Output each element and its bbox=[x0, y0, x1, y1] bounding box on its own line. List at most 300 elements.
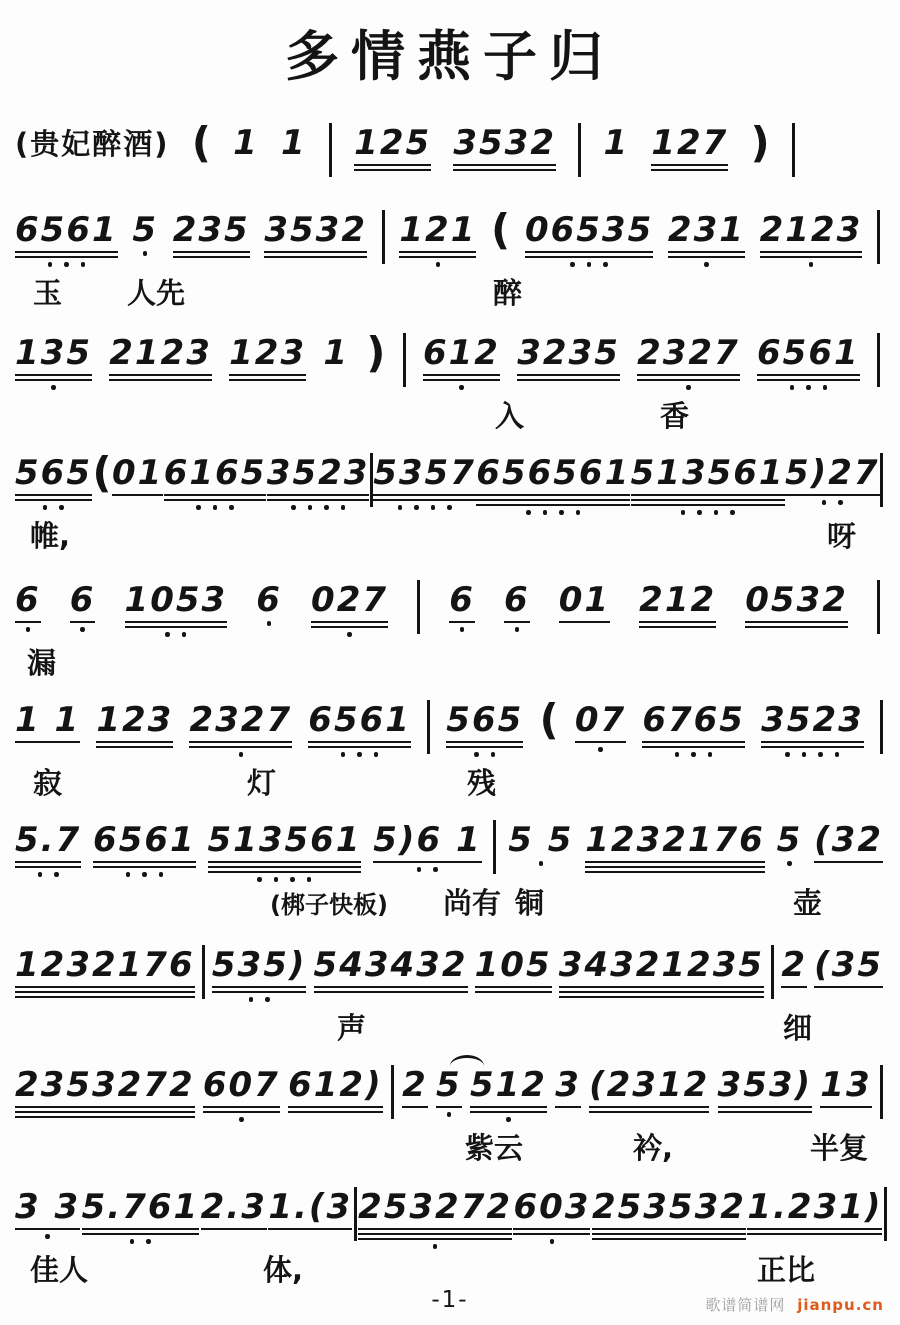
note-text: 5 bbox=[776, 820, 803, 860]
music-row bbox=[15, 695, 883, 757]
octave-dot bbox=[324, 505, 329, 510]
beam-line bbox=[631, 494, 785, 497]
note-text: 1.(3 bbox=[268, 1187, 353, 1227]
beam-line bbox=[747, 1228, 882, 1231]
beam-line bbox=[15, 374, 92, 377]
note-group bbox=[422, 333, 500, 390]
beam-line bbox=[308, 741, 411, 744]
note-text: 6561 bbox=[93, 820, 196, 860]
beam-line bbox=[164, 494, 267, 497]
octave-dots bbox=[681, 510, 735, 515]
octave-dot bbox=[143, 251, 148, 256]
octave-dot bbox=[675, 752, 680, 757]
music-row bbox=[15, 580, 880, 637]
octave-dot bbox=[447, 1112, 452, 1117]
note-group bbox=[814, 945, 883, 988]
note-text: 6561 bbox=[15, 210, 118, 250]
note-text: 6561 bbox=[308, 700, 411, 740]
octave-dot bbox=[182, 632, 187, 637]
note-text: ( bbox=[191, 118, 211, 167]
note-text: 5357 bbox=[373, 453, 476, 493]
beam-line bbox=[760, 251, 863, 254]
beam-line bbox=[311, 621, 388, 624]
beam-line bbox=[173, 251, 250, 254]
beam-line bbox=[637, 379, 740, 382]
beam-line bbox=[288, 1111, 383, 1114]
note-text: 3 bbox=[555, 1065, 581, 1105]
note-group bbox=[539, 695, 559, 744]
note-group bbox=[288, 1065, 383, 1113]
octave-dot bbox=[64, 262, 69, 267]
octave-dot bbox=[818, 752, 823, 757]
note-text: 5.7 bbox=[15, 820, 82, 860]
score-title: 多情燕子归 bbox=[285, 25, 615, 88]
note-text: 612) bbox=[288, 1065, 383, 1105]
beam-line bbox=[203, 1111, 280, 1114]
octave-dot bbox=[806, 385, 811, 390]
note-group bbox=[15, 580, 41, 632]
note-text: 2 bbox=[781, 945, 807, 985]
beam-line bbox=[288, 1106, 383, 1109]
beam-line bbox=[96, 741, 173, 744]
note-group bbox=[491, 205, 511, 254]
lyric: 声 bbox=[337, 1011, 367, 1045]
note-text: 1 bbox=[603, 123, 630, 163]
octave-dots bbox=[80, 627, 85, 632]
octave-dot bbox=[691, 752, 696, 757]
note-group bbox=[281, 123, 307, 163]
note-text: 01 bbox=[558, 580, 611, 620]
beam-line bbox=[212, 991, 307, 994]
note-text: 027 bbox=[311, 580, 389, 620]
octave-dot bbox=[603, 262, 608, 267]
octave-dot bbox=[26, 627, 31, 632]
note-group bbox=[776, 820, 803, 866]
octave-dots bbox=[447, 1112, 452, 1117]
octave-dot bbox=[570, 262, 575, 267]
octave-dot bbox=[433, 867, 438, 872]
octave-dot bbox=[239, 1117, 244, 1122]
barline bbox=[391, 1065, 394, 1119]
octave-dot bbox=[686, 385, 691, 390]
note-text: 3523 bbox=[761, 700, 864, 740]
beam-line bbox=[559, 991, 764, 994]
octave-dot bbox=[48, 262, 53, 267]
octave-dots bbox=[436, 262, 441, 267]
octave-dots bbox=[459, 385, 464, 390]
note-text: 253272 bbox=[358, 1187, 513, 1227]
music-row bbox=[15, 1065, 883, 1122]
octave-dot bbox=[81, 262, 86, 267]
beam-line bbox=[476, 504, 630, 507]
lyric: (梆子快板) bbox=[270, 891, 388, 919]
beam-line bbox=[525, 256, 653, 259]
score-line bbox=[15, 328, 880, 454]
beam-line bbox=[446, 741, 523, 744]
octave-dots bbox=[822, 500, 843, 505]
note-group bbox=[211, 945, 307, 1002]
beam-line bbox=[96, 746, 173, 749]
note-text: 2123 bbox=[759, 210, 863, 250]
score-line bbox=[15, 1065, 883, 1186]
note-group bbox=[256, 580, 282, 626]
octave-dot bbox=[126, 872, 131, 877]
note-group bbox=[124, 580, 228, 637]
beam-line bbox=[267, 499, 370, 502]
octave-dots bbox=[539, 861, 544, 866]
note-group bbox=[268, 1187, 353, 1230]
note-text: 1 bbox=[233, 123, 259, 163]
beam-line bbox=[189, 746, 292, 749]
note-group bbox=[172, 210, 250, 258]
note-text: 1 bbox=[281, 123, 307, 163]
octave-dot bbox=[526, 510, 531, 515]
note-group bbox=[15, 820, 82, 877]
octave-dot bbox=[274, 877, 279, 882]
note-group bbox=[446, 700, 524, 757]
octave-dot bbox=[159, 872, 164, 877]
octave-dots bbox=[787, 861, 792, 866]
note-group bbox=[69, 580, 96, 632]
beam-line bbox=[517, 374, 620, 377]
beam-line bbox=[311, 626, 388, 629]
note-group bbox=[311, 580, 389, 637]
beam-line bbox=[631, 499, 785, 502]
beam-line bbox=[436, 1106, 462, 1109]
octave-dots bbox=[460, 627, 465, 632]
note-group bbox=[585, 820, 765, 873]
lyric: 体, bbox=[263, 1253, 304, 1287]
octave-dots bbox=[506, 1117, 511, 1122]
octave-dot bbox=[341, 505, 346, 510]
octave-dots bbox=[417, 867, 438, 872]
beam-line bbox=[93, 866, 196, 869]
beam-line bbox=[15, 256, 118, 259]
octave-dots bbox=[239, 752, 244, 757]
octave-dot bbox=[587, 262, 592, 267]
music-row bbox=[15, 945, 883, 1002]
octave-dot bbox=[249, 997, 254, 1002]
lyric: 寂 bbox=[33, 766, 63, 800]
octave-dot bbox=[515, 627, 520, 632]
beam-line bbox=[82, 1233, 200, 1236]
note-text: (32 bbox=[814, 820, 883, 860]
note-text: 3532 bbox=[264, 210, 367, 250]
note-text: ( bbox=[539, 695, 559, 744]
note-text: 105 bbox=[474, 945, 552, 985]
note-group bbox=[200, 1187, 267, 1230]
note-group bbox=[591, 1187, 746, 1240]
note-text: 1053 bbox=[124, 580, 228, 620]
watermark bbox=[705, 1294, 884, 1315]
section-label bbox=[15, 126, 170, 159]
beam-line bbox=[164, 499, 267, 502]
note-text: 127 bbox=[651, 123, 729, 163]
note-text: (贵妃醉酒) bbox=[15, 127, 170, 161]
octave-dots bbox=[143, 251, 148, 256]
beam-line bbox=[651, 169, 728, 172]
octave-dots bbox=[45, 1234, 50, 1239]
octave-dot bbox=[417, 867, 422, 872]
note-text: 13 bbox=[820, 1065, 872, 1105]
lyric: 紫云 bbox=[465, 1131, 524, 1165]
note-text: 5)27 bbox=[785, 453, 880, 493]
note-text: 2 bbox=[402, 1065, 428, 1105]
lyric: 尚有 bbox=[443, 886, 502, 920]
barline bbox=[354, 1187, 357, 1241]
note-text: 0532 bbox=[745, 580, 848, 620]
note-text: 06535 bbox=[524, 210, 654, 250]
note-group bbox=[15, 453, 92, 510]
lyric: 人先 bbox=[127, 276, 186, 310]
score-line bbox=[15, 580, 880, 701]
lyric: 壶 bbox=[793, 886, 823, 920]
octave-dots bbox=[809, 262, 814, 267]
beam-line bbox=[15, 499, 92, 502]
note-group bbox=[233, 123, 259, 163]
note-group bbox=[323, 333, 350, 373]
note-text: 565 bbox=[446, 700, 524, 740]
beam-line bbox=[208, 871, 362, 874]
beam-line bbox=[373, 861, 481, 864]
note-text: 1 bbox=[323, 333, 350, 373]
octave-dot bbox=[38, 872, 43, 877]
note-text: ) bbox=[750, 118, 770, 167]
beam-line bbox=[212, 986, 307, 989]
beam-line bbox=[173, 256, 250, 259]
beam-line bbox=[592, 1233, 746, 1236]
octave-dots bbox=[598, 747, 603, 752]
note-group bbox=[637, 333, 740, 390]
beam-line bbox=[820, 1106, 871, 1109]
beam-line bbox=[308, 746, 411, 749]
octave-dots bbox=[785, 752, 839, 757]
beam-line bbox=[314, 991, 468, 994]
note-text: 1 1 bbox=[15, 700, 81, 740]
note-group bbox=[189, 700, 293, 757]
octave-dots bbox=[165, 632, 186, 637]
note-group bbox=[93, 820, 196, 877]
beam-line bbox=[358, 1228, 512, 1231]
beam-line bbox=[781, 986, 807, 989]
barline bbox=[880, 1065, 883, 1119]
octave-dot bbox=[491, 752, 496, 757]
octave-dot bbox=[474, 752, 479, 757]
note-text: 543432 bbox=[313, 945, 468, 985]
barline bbox=[771, 945, 774, 999]
note-group bbox=[589, 1065, 710, 1113]
note-text: 6 bbox=[503, 580, 530, 620]
beam-line bbox=[189, 741, 292, 744]
note-group bbox=[96, 700, 174, 748]
note-text: 125 bbox=[354, 123, 432, 163]
octave-dot bbox=[460, 627, 465, 632]
note-group bbox=[402, 1065, 428, 1108]
beam-line bbox=[585, 861, 765, 864]
score-line bbox=[15, 820, 883, 941]
beam-line bbox=[70, 621, 96, 624]
octave-dot bbox=[357, 752, 362, 757]
note-group bbox=[517, 333, 620, 381]
beam-line bbox=[373, 494, 476, 497]
note-text: (2312 bbox=[589, 1065, 710, 1105]
octave-dot bbox=[213, 505, 218, 510]
octave-dot bbox=[146, 1239, 151, 1244]
beam-line bbox=[208, 861, 362, 864]
note-text: 2353272 bbox=[15, 1065, 195, 1105]
score-line bbox=[15, 448, 883, 574]
beam-line bbox=[423, 374, 500, 377]
note-group bbox=[558, 945, 765, 998]
octave-dots bbox=[790, 385, 828, 390]
note-group bbox=[476, 453, 631, 515]
octave-dot bbox=[239, 752, 244, 757]
note-text: 5)6 1 bbox=[373, 820, 482, 860]
note-text: 512 bbox=[469, 1065, 547, 1105]
note-group bbox=[558, 580, 611, 623]
beam-line bbox=[575, 741, 626, 744]
note-group bbox=[358, 1187, 513, 1249]
note-text: 5 bbox=[436, 1065, 462, 1105]
beam-line bbox=[592, 1228, 746, 1231]
note-group bbox=[112, 453, 164, 496]
note-group bbox=[264, 210, 367, 258]
score-line bbox=[15, 695, 883, 821]
octave-dots bbox=[196, 505, 234, 510]
note-text: 3523 bbox=[266, 453, 370, 493]
beam-line bbox=[125, 626, 228, 629]
note-group bbox=[508, 820, 574, 866]
beam-line bbox=[642, 741, 745, 744]
note-group bbox=[191, 118, 211, 167]
lyric: 铜 bbox=[515, 886, 545, 920]
beam-line bbox=[109, 379, 212, 382]
note-group bbox=[229, 333, 307, 381]
octave-dot bbox=[785, 752, 790, 757]
beam-line bbox=[517, 379, 620, 382]
beam-line bbox=[15, 866, 81, 869]
octave-dot bbox=[80, 627, 85, 632]
note-text: 6165 bbox=[163, 453, 267, 493]
note-group bbox=[785, 453, 880, 505]
octave-dot bbox=[802, 752, 807, 757]
beam-line bbox=[15, 251, 118, 254]
note-group bbox=[651, 123, 729, 171]
beam-line bbox=[475, 986, 552, 989]
beam-line bbox=[760, 256, 863, 259]
note-text: 253532 bbox=[591, 1187, 746, 1227]
note-text: 603 bbox=[513, 1187, 591, 1227]
lyric: 衿, bbox=[633, 1131, 674, 1165]
beam-line bbox=[358, 1238, 512, 1241]
octave-dot bbox=[543, 510, 548, 515]
beam-line bbox=[203, 1106, 280, 1109]
lyric: 漏 bbox=[27, 646, 57, 680]
note-group bbox=[15, 333, 92, 390]
octave-dot bbox=[51, 385, 56, 390]
octave-dots bbox=[433, 1244, 438, 1249]
octave-dot bbox=[506, 1117, 511, 1122]
beam-line bbox=[642, 746, 745, 749]
lyric: 醉 bbox=[493, 276, 523, 310]
note-text: 231 bbox=[667, 210, 745, 250]
octave-dots bbox=[126, 872, 164, 877]
note-text: ) bbox=[366, 328, 386, 377]
beam-line bbox=[423, 379, 500, 382]
note-text: 212 bbox=[639, 580, 717, 620]
note-text: 353) bbox=[717, 1065, 813, 1105]
lyric: 半复 bbox=[810, 1131, 869, 1165]
beam-line bbox=[399, 251, 476, 254]
lyric: 香 bbox=[660, 399, 690, 433]
beam-line bbox=[761, 746, 864, 749]
note-text: 1232176 bbox=[15, 945, 195, 985]
note-group bbox=[449, 580, 475, 632]
note-text: 123 bbox=[96, 700, 174, 740]
octave-dots bbox=[515, 627, 520, 632]
note-text: 3532 bbox=[453, 123, 556, 163]
note-text: 123 bbox=[229, 333, 307, 373]
octave-dots bbox=[257, 877, 311, 882]
note-group bbox=[820, 1065, 872, 1108]
beam-line bbox=[555, 1106, 581, 1109]
note-group bbox=[92, 448, 112, 497]
lyric: 玉 bbox=[33, 276, 63, 310]
octave-dot bbox=[704, 262, 709, 267]
beam-line bbox=[639, 621, 716, 624]
barline bbox=[202, 945, 205, 999]
note-text: 6561 bbox=[757, 333, 860, 373]
octave-dot bbox=[835, 752, 840, 757]
beam-line bbox=[373, 499, 476, 502]
note-group bbox=[747, 1187, 883, 1235]
beam-line bbox=[268, 1228, 352, 1231]
note-group bbox=[453, 123, 556, 171]
beam-line bbox=[513, 1228, 590, 1231]
note-text: (35 bbox=[814, 945, 883, 985]
note-text: 656561 bbox=[476, 453, 631, 493]
octave-dots bbox=[291, 505, 345, 510]
octave-dot bbox=[790, 385, 795, 390]
note-group bbox=[109, 333, 212, 381]
beam-line bbox=[639, 626, 716, 629]
note-text: ( bbox=[92, 448, 112, 497]
octave-dots bbox=[267, 621, 272, 626]
beam-line bbox=[718, 1111, 813, 1114]
note-text: 3 3 bbox=[15, 1187, 81, 1227]
score-line bbox=[15, 945, 883, 1066]
octave-dot bbox=[730, 510, 735, 515]
note-group bbox=[761, 700, 864, 757]
octave-dots bbox=[43, 505, 64, 510]
octave-dot bbox=[142, 872, 147, 877]
beam-line bbox=[15, 494, 92, 497]
note-group bbox=[15, 1065, 195, 1118]
lyric: 呀 bbox=[827, 519, 857, 553]
beam-line bbox=[470, 1106, 547, 1109]
beam-line bbox=[668, 256, 745, 259]
note-group bbox=[373, 820, 482, 872]
note-text: 2327 bbox=[189, 700, 293, 740]
lyric: 帷, bbox=[30, 519, 71, 553]
note-text: 1.231) bbox=[747, 1187, 883, 1227]
beam-line bbox=[453, 164, 556, 167]
note-text: 5 5 bbox=[508, 820, 574, 860]
octave-dot bbox=[341, 752, 346, 757]
lyric: 正比 bbox=[757, 1253, 816, 1287]
watermark-site-url: jianpu.cn bbox=[797, 1296, 884, 1314]
note-group bbox=[574, 700, 627, 752]
